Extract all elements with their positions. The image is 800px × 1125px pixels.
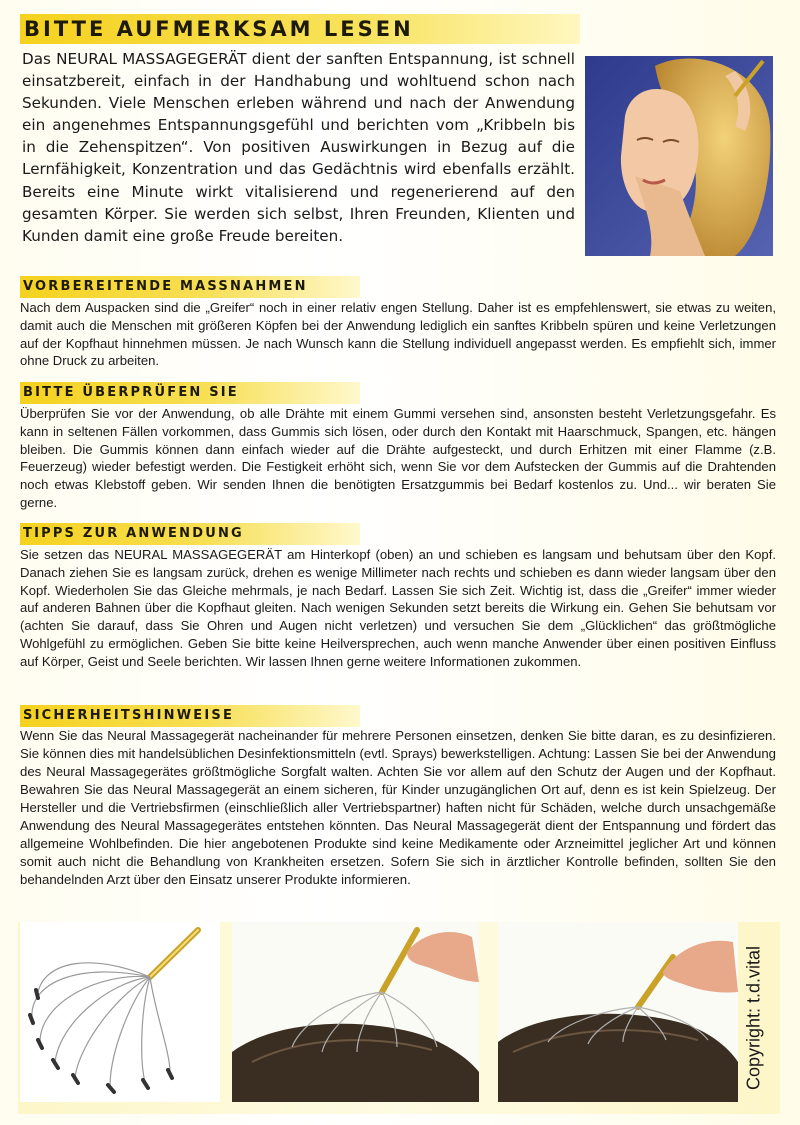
section-text-usage-tips: Sie setzen das NEURAL MASSAGEGERÄT am Hinterkopf (oben) an und schieben es langsam und behutsam über den Kopf. Danach ziehen Sie es langsam zurück, drehen es wenige Millimeter nach rechts und schieben es dann wieder langsam über den Kopf. Wiederholen Sie das Gleiche mehrmals, je nach Bedarf. Lassen Sie sich Zeit. Wichtig ist, dass die „Greifer“ immer wieder auf anderen Bahnen über die Kopfhaut gleiten. Nach wenigen Sekunden setzt bereits die Wirkung ein. Gehen Sie behutsam vor (achten Sie darauf, dass Sie Ohren und Augen nicht verletzen) und versuchen Sie dem „Glücklichen“ das größtmögliche Wohlgefühl zu ermöglichen. Geben Sie bitte keine Heilversprechen, auch wenn manche Anwender über einen positiven Einfluss auf Körper, Geist und Seele berichten. Wir lassen Ihnen gerne weitere Informationen zukommen. [20,547,776,669]
massager-on-head-image-2 [498,922,738,1102]
product-images-panel [18,922,780,1114]
section-title-check: BITTE ÜBERPRÜFEN SIE [20,382,360,404]
section-text-preparation: Nach dem Auspacken sind die „Greifer“ noch in einer relativ engen Stellung. Daher ist es empfehlenswert, sie etwas zu weiten, damit auch die Menschen mit größeren Köpfen bei der Anwendung lediglich ein sanftes Kribbeln spüren und keine Verletzungen auf der Kopfhaut hinnehmen müssen. Je nach Wunsch kann die Stellung individuell angepasst werden. Es empfiehlt sich, immer ohne Druck zu arbeiten. [20,300,776,369]
copyright-notice [731,922,777,1114]
section-text-check: Überprüfen Sie vor der Anwendung, ob alle Drähte mit einem Gummi versehen sind, ansonsten besteht Verletzungsgefahr. Es kann in seltenen Fällen vorkommen, dass Gummis sich lösen, oder durch den Kontakt mit Haarschmuck, Spangen, etc. hängen bleiben. Die Gummis können dann einfach wieder auf die Drähte aufgesteckt, und durch Erhitzen mit einer Flamme (z.B. Feuerzeug) wieder befestigt werden. Die Festigkeit erhöht sich, wenn Sie vor dem Aufstecken der Gummis auf die Drahtenden noch etwas Klebstoff geben. Wir senden Ihnen die benötigten Ersatzgummis bei Bedarf kostenlos zu. Und... wir beraten Sie gerne. [20,406,776,510]
copyright-text: Copyright: t.d.vital [743,945,764,1091]
massager-on-head-image-1 [232,922,479,1102]
section-title-usage-tips: TIPPS ZUR ANWENDUNG [20,523,360,545]
intro-paragraph: Das NEURAL MASSAGEGERÄT dient der sanften Entspannung, ist schnell einsatzbereit, einfach in der Handhabung und wohltuend schon nach Sekunden. Viele Menschen erleben während und nach der Anwendung ein angenehmes Entspannungsgefühl und berichten vom „Kribbeln bis in die Zehenspitzen“. Von positiven Auswirkungen in Bezug auf die Lernfähigkeit, Konzentration und das Gedächtnis wird ebenfalls erzählt. Bereits eine Minute wirkt vitalisierend und regenerierend auf den gesamten Körper. Sie werden sich selbst, Ihren Freunden, Klienten und Kunden damit eine große Freude bereiten. [22,50,575,245]
page-title: BITTE AUFMERKSAM LESEN [20,14,580,44]
section-title-safety: SICHERHEITSHINWEISE [20,705,360,727]
woman-portrait-photo [585,56,773,256]
massager-product-image [20,922,220,1102]
section-title-preparation: VORBEREITENDE MASSNAHMEN [20,276,360,298]
section-text-safety: Wenn Sie das Neural Massagegerät nacheinander für mehrere Personen einsetzen, denken Sie bitte daran, es zu desinfizieren. Sie können dies mit handelsüblichen Desinfektionsmitteln (evtl. Sprays) bewerkstelligen. Achtung: Lassen Sie bei der Anwendung des Neural Massagegerätes größtmögliche Sorgfalt walten. Achten Sie vor allem auf den Schutz der Augen und der Kopfhaut. Bewahren Sie das Neural Massagegerät an einem sicheren, für Kinder unzugänglichen Ort auf, denn es ist kein Spielzeug. Der Hersteller und die Vertriebsfirmen (einschließlich aller Vertriebspartner) haften nicht für Schäden, welche durch unsachgemäße Anwendung des Neural Massagegerätes entstehen könnten. Das Neural Massagegerät dient der Entspannung und fördert das allgemeine Wohlbefinden. Die hier angebotenen Produkte sind keine Medikamente oder Arzneimittel jeglicher Art und können somit auch nicht die Behandlung von Krankheiten ersetzen. Sofern Sie sich in ärztlicher Kontrolle befinden, sollten Sie den behandelnden Arzt über den Einsatz unserer Produkte informieren. [20,728,776,887]
